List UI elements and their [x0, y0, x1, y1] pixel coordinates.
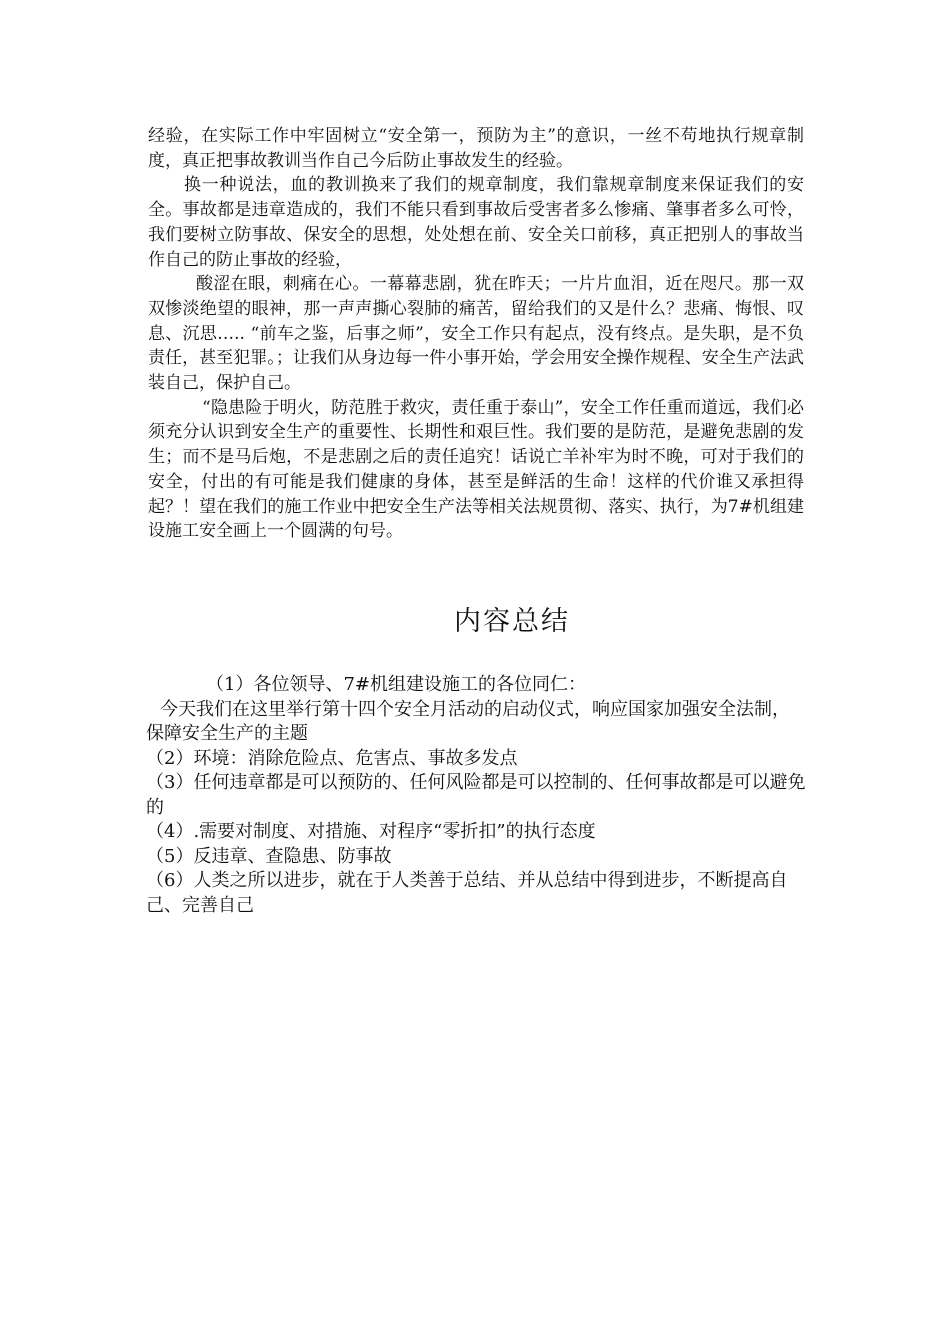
- summary-item-2: （2）环境：消除危险点、危害点、事故多发点: [146, 747, 518, 769]
- summary-item-5: （5）反违章、查隐患、防事故: [146, 845, 392, 867]
- paragraph-hidden-danger: “隐患险于明火，防范胜于救灾，责任重于泰山”，安全工作任重而道远，我们必须充分认识到安全生产的重要性、长期性和艰巨性。我们要的是防范，是避免悲剧的发生；而不是马后炮，不是悲剧之后的责任追究！话说亡羊补牢为时不晚，可对于我们的安全，付出的有可能是我们健康的身体，甚至是鲜活的生命！这样的代价谁又承担得起？！望在我们的施工作业中把安全生产法等相关法规贯彻、落实、执行，为7#机组建设施工安全画上一个圆满的句号。: [148, 397, 804, 542]
- summary-item-3: （3）任何违章都是可以预防的、任何风险都是可以控制的、任何事故都是可以避免的: [146, 772, 806, 818]
- summary-item-1: （1）各位领导、7#机组建设施工的各位同仁：: [206, 674, 586, 695]
- summary-item-4: （4）.需要对制度、对措施、对程序“零折扣”的执行态度: [146, 821, 596, 842]
- summary-title: 内容总结: [454, 606, 570, 637]
- paragraph-lesson-experience: 经验，在实际工作中牢固树立“安全第一，预防为主”的意识，一丝不苟地执行规章制度，真正把事故教训当作自己今后防止事故发生的经验。: [148, 126, 804, 171]
- summary-item-intro: 今天我们在这里举行第十四个安全月活动的启动仪式，响应国家加强安全法制，保障安全生产的主题: [146, 698, 790, 744]
- paragraph-rules-safety: 换一种说法，血的教训换来了我们的规章制度，我们靠规章制度来保证我们的安全。事故都是违章造成的，我们不能只看到事故后受害者多么惨痛、肇事者多么可怜，我们要树立防事故、保安全的思想，处处想在前、安全关口前移，真正把别人的事故当作自己的防止事故的经验，: [148, 175, 804, 270]
- body-text: [148, 124, 804, 544]
- summary-list: [146, 673, 806, 918]
- summary-item-6: （6）人类之所以进步，就在于人类善于总结、并从总结中得到进步，不断提高自己、完善自己: [146, 870, 788, 916]
- paragraph-tragedy-reflection: 酸涩在眼，刺痛在心。一幕幕悲剧，犹在昨天；一片片血泪，近在咫尺。那一双双惨淡绝望的眼神，那一声声撕心裂肺的痛苦，留给我们的又是什么？悲痛、悔恨、叹息、沉思….. “前车之鉴，后事之师”，安全工作只有起点，没有终点。是失职，是不负责任，甚至犯罪。；让我们从身边每一件小事开始，学会用安全操作规程、安全生产法武装自己，保护自己。: [148, 274, 804, 394]
